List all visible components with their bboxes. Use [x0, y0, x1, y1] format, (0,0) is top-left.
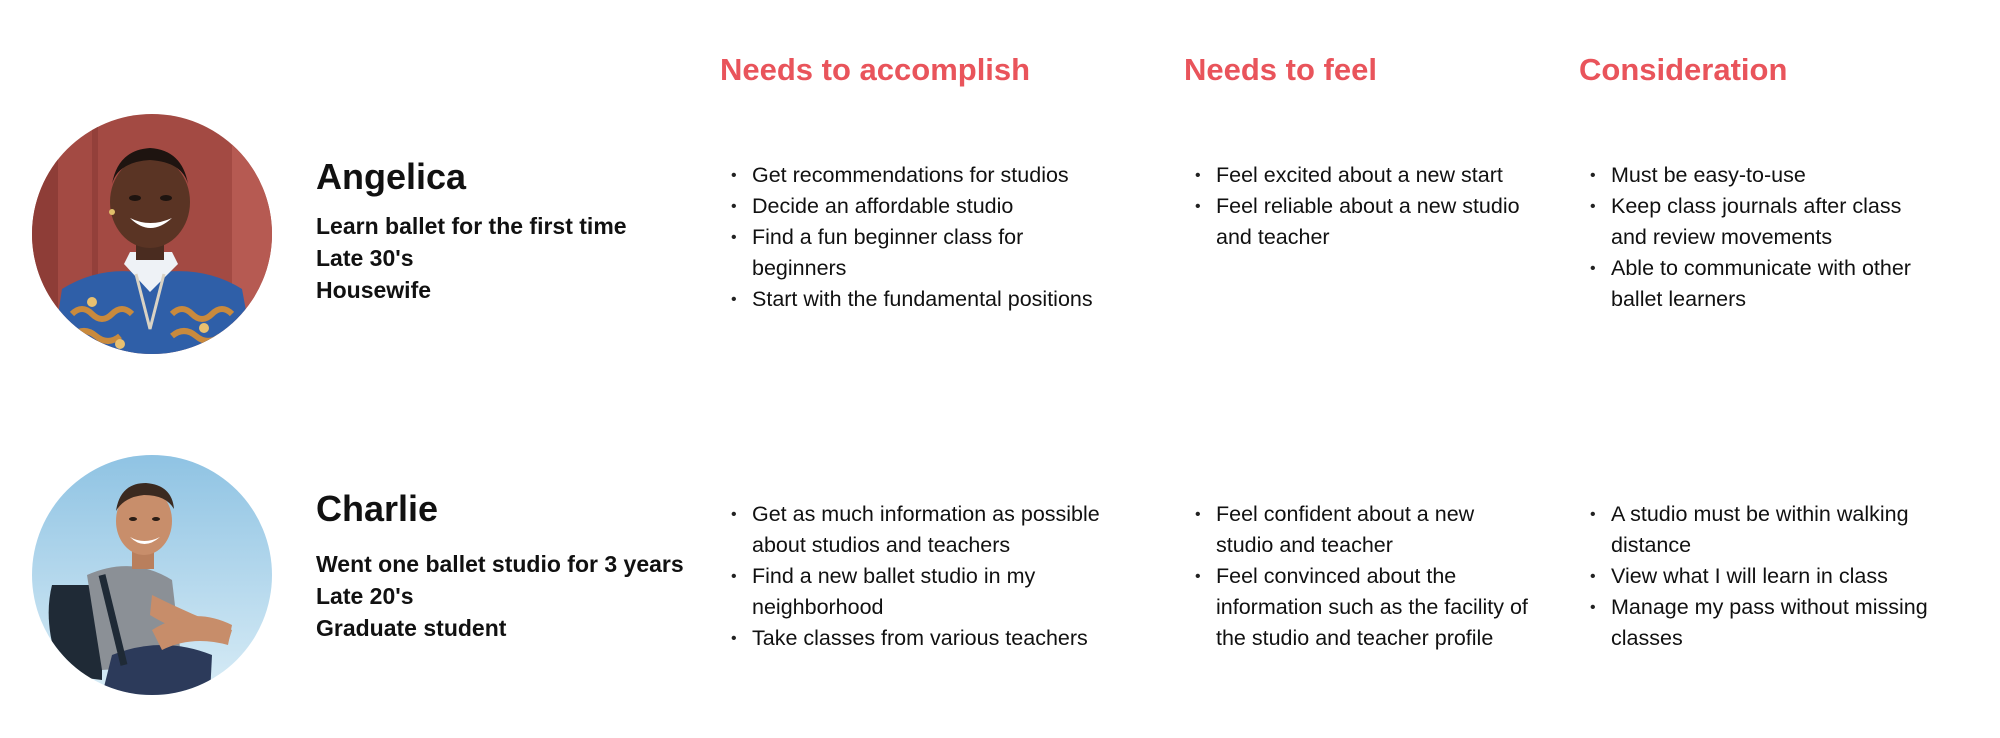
list-item: • Start with the fundamental positions [752, 284, 1152, 315]
list-item: • Feel convinced about the information such as the facility of the studio and teacher profile [1216, 561, 1561, 654]
persona-goal: Learn ballet for the first time [316, 213, 627, 239]
persona-name: Charlie [316, 488, 439, 529]
list-item: • Must be easy-to-use [1611, 160, 1951, 191]
column-header-consideration: Consideration [1579, 52, 1788, 87]
persona-age: Late 30's [316, 245, 414, 271]
angelica-photo [32, 114, 272, 354]
consideration-list [1590, 499, 1971, 654]
list-item: • Get as much information as possible about studios and teachers [752, 499, 1142, 561]
list-item: • Feel confident about a new studio and teacher [1216, 499, 1516, 561]
list-item: • Feel reliable about a new studio and teacher [1216, 191, 1546, 253]
accomplish-list [731, 499, 1152, 654]
persona-goal: Went one ballet studio for 3 years [316, 551, 684, 577]
avatar-angelica [32, 114, 272, 354]
persona-name: Angelica [316, 156, 467, 197]
persona-occupation: Graduate student [316, 615, 507, 641]
persona-age: Late 20's [316, 583, 414, 609]
feel-list [1195, 160, 1546, 253]
list-item: • Find a fun beginner class for beginners [752, 222, 1052, 284]
list-item: • Get recommendations for studios [752, 160, 1152, 191]
list-item: • Able to communicate with other ballet learners [1611, 253, 1941, 315]
list-item: • Take classes from various teachers [752, 623, 1152, 654]
avatar-charlie [32, 455, 272, 695]
list-item: • Decide an affordable studio [752, 191, 1152, 222]
list-item: • Feel excited about a new start [1216, 160, 1546, 191]
persona-occupation: Housewife [316, 277, 432, 303]
list-item: • Keep class journals after class and review movements [1611, 191, 1931, 253]
list-item: • A studio must be within walking distance [1611, 499, 1951, 561]
consideration-list [1590, 160, 1951, 315]
column-header-accomplish: Needs to accomplish [720, 52, 1031, 87]
charlie-photo [32, 455, 272, 695]
column-header-feel: Needs to feel [1184, 52, 1377, 87]
feel-list [1195, 499, 1561, 654]
persona-details [316, 210, 627, 306]
list-item: • Manage my pass without missing classes [1611, 592, 1961, 654]
list-item: • Find a new ballet studio in my neighborhood [752, 561, 1072, 623]
list-item: • View what I will learn in class [1611, 561, 1971, 592]
accomplish-list [731, 160, 1152, 315]
persona-details [316, 548, 684, 644]
